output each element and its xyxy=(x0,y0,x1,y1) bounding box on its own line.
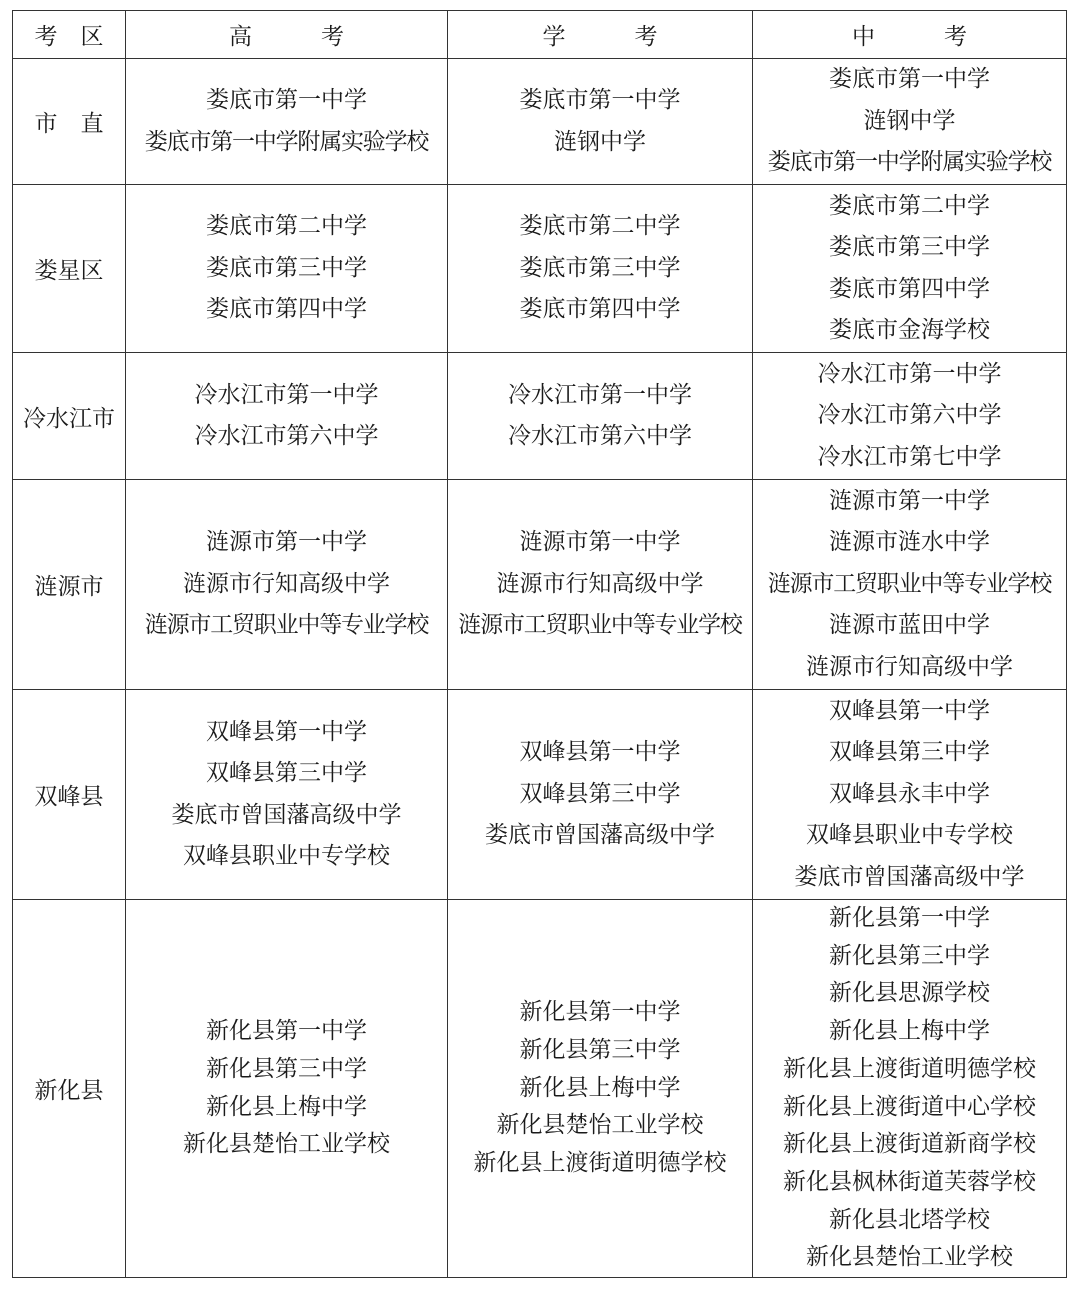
school-name: 娄底市第一中学 xyxy=(519,87,681,113)
table-row xyxy=(13,690,1067,900)
school-name: 娄底市第四中学 xyxy=(206,296,367,323)
zhongkao-cell xyxy=(753,480,1067,690)
school-name: 双峰县职业中专学校 xyxy=(806,822,1013,849)
region-cell: 冷水江市 xyxy=(13,353,126,480)
table-row xyxy=(13,900,1067,1278)
school-name: 娄底市第四中学 xyxy=(829,275,990,302)
school-name: 双峰县永丰中学 xyxy=(829,780,990,807)
school-name: 新化县上渡街道新商学校 xyxy=(783,1131,1036,1158)
region-cell: 娄星区 xyxy=(13,185,126,353)
table-row xyxy=(13,59,1067,185)
school-name: 涟源市蓝田中学 xyxy=(829,612,990,639)
xuekao-cell xyxy=(448,480,753,690)
school-name: 涟源市第一中学 xyxy=(519,529,681,556)
school-name: 双峰县第三中学 xyxy=(206,760,367,786)
school-name: 新化县第三中学 xyxy=(519,1036,681,1063)
school-name: 双峰县第一中学 xyxy=(519,739,681,766)
school-name: 双峰县第三中学 xyxy=(519,780,681,807)
xuekao-cell xyxy=(448,353,753,480)
header-gaokao: 高 考 xyxy=(126,11,448,59)
school-name: 新化县上渡街道中心学校 xyxy=(783,1093,1036,1120)
school-name: 双峰县第三中学 xyxy=(829,739,990,766)
school-name: 新化县第三中学 xyxy=(206,1055,367,1082)
region-cell: 涟源市 xyxy=(13,480,126,690)
school-name: 新化县楚怡工业学校 xyxy=(183,1131,390,1158)
school-name: 新化县上梅中学 xyxy=(206,1093,367,1120)
school-name: 涟源市工贸职业中等专业学校 xyxy=(144,612,429,639)
school-name: 娄底市第一中学 xyxy=(829,66,990,93)
school-name: 娄底市第一中学 xyxy=(206,87,367,113)
school-name: 涟源市行知高级中学 xyxy=(806,653,1013,680)
school-name: 娄底市第二中学 xyxy=(206,213,367,240)
school-name: 娄底市金海学校 xyxy=(829,317,990,343)
school-name: 新化县北塔学校 xyxy=(829,1206,990,1233)
xuekao-cell xyxy=(448,690,753,900)
exam-site-table xyxy=(12,10,1067,1278)
xuekao-cell xyxy=(448,900,753,1278)
school-name: 涟源市工贸职业中等专业学校 xyxy=(767,570,1052,597)
school-name: 娄底市第三中学 xyxy=(829,234,990,260)
school-name: 冷水江市第六中学 xyxy=(817,402,1002,429)
school-name: 双峰县职业中专学校 xyxy=(183,843,390,869)
school-name: 涟钢中学 xyxy=(863,107,956,134)
region-cell: 双峰县 xyxy=(13,690,126,900)
school-name: 涟源市行知高级中学 xyxy=(183,570,390,597)
school-name: 娄底市第一中学附属实验学校 xyxy=(144,128,429,155)
zhongkao-cell xyxy=(753,690,1067,900)
school-name: 新化县第一中学 xyxy=(206,1017,367,1044)
school-name: 涟钢中学 xyxy=(554,128,646,155)
gaokao-cell xyxy=(126,59,448,185)
school-name: 新化县枫林街道芙蓉学校 xyxy=(783,1168,1036,1195)
school-name: 新化县上渡街道明德学校 xyxy=(473,1150,727,1177)
school-name: 涟源市工贸职业中等专业学校 xyxy=(458,612,742,639)
gaokao-cell xyxy=(126,185,448,353)
school-name: 娄底市第二中学 xyxy=(829,192,990,219)
school-name: 冷水江市第六中学 xyxy=(508,423,692,449)
zhongkao-cell xyxy=(753,185,1067,353)
table-row xyxy=(13,185,1067,353)
zhongkao-cell xyxy=(753,59,1067,185)
header-zhongkao: 中 考 xyxy=(753,11,1067,59)
school-name: 新化县第一中学 xyxy=(519,999,681,1026)
xuekao-cell xyxy=(448,59,753,185)
gaokao-cell xyxy=(126,353,448,480)
school-name: 冷水江市第六中学 xyxy=(194,423,379,449)
school-name: 新化县楚怡工业学校 xyxy=(806,1244,1013,1271)
school-name: 新化县上梅中学 xyxy=(519,1074,681,1101)
school-name: 涟源市第一中学 xyxy=(829,487,990,514)
school-name: 娄底市第一中学附属实验学校 xyxy=(767,149,1052,176)
school-name: 娄底市第三中学 xyxy=(519,254,681,281)
school-name: 双峰县第一中学 xyxy=(206,718,367,745)
xuekao-cell xyxy=(448,185,753,353)
school-name: 冷水江市第七中学 xyxy=(817,443,1002,470)
school-name: 双峰县第一中学 xyxy=(829,697,990,724)
school-name: 娄底市第二中学 xyxy=(519,213,681,240)
school-name: 新化县第一中学 xyxy=(829,905,990,931)
gaokao-cell xyxy=(126,690,448,900)
region-cell: 新化县 xyxy=(13,900,126,1278)
zhongkao-cell xyxy=(753,353,1067,480)
school-name: 冷水江市第一中学 xyxy=(508,381,692,408)
header-xuekao: 学 考 xyxy=(448,11,753,59)
school-name: 涟源市第一中学 xyxy=(206,529,367,556)
gaokao-cell xyxy=(126,900,448,1278)
school-name: 娄底市第四中学 xyxy=(519,296,681,323)
school-name: 新化县楚怡工业学校 xyxy=(496,1112,704,1139)
school-name: 涟源市涟水中学 xyxy=(829,529,990,556)
school-name: 新化县上梅中学 xyxy=(829,1018,990,1045)
school-name: 娄底市曾国藩高级中学 xyxy=(485,822,715,849)
region-cell: 市 直 xyxy=(13,59,126,185)
header-region: 考 区 xyxy=(13,11,126,59)
school-name: 新化县上渡街道明德学校 xyxy=(783,1055,1036,1082)
table-row xyxy=(13,480,1067,690)
school-name: 娄底市第三中学 xyxy=(206,254,367,281)
table-row xyxy=(13,353,1067,480)
school-name: 冷水江市第一中学 xyxy=(194,381,379,408)
table-body xyxy=(13,59,1067,1278)
school-name: 涟源市行知高级中学 xyxy=(496,570,704,597)
header-row xyxy=(13,11,1067,59)
school-name: 冷水江市第一中学 xyxy=(817,360,1002,387)
school-name: 娄底市曾国藩高级中学 xyxy=(794,863,1025,890)
school-name: 娄底市曾国藩高级中学 xyxy=(171,801,402,828)
zhongkao-cell xyxy=(753,900,1067,1278)
gaokao-cell xyxy=(126,480,448,690)
school-name: 新化县思源学校 xyxy=(829,980,990,1007)
school-name: 新化县第三中学 xyxy=(829,942,990,969)
